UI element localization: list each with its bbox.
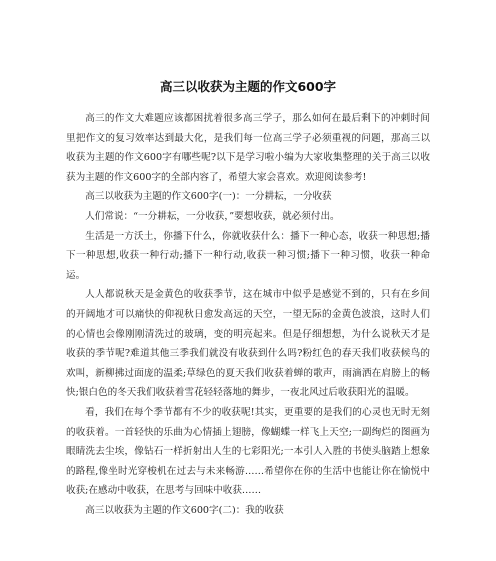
essay-one-paragraph-4: 看，我们在每个季节都有不少的收获呢!其实，更重要的是我们的心灵也无时无刻的收获着。一首轻快的乐曲为心情插上翅膀，像蝴蝶一样飞上天空;一副绚烂的图画为眼睛洗去尘埃，像钻石一样折射出人生的七彩阳光;一本引人入胜的书使头脑踏上想象的路程,像坐时光穿梭机在过去与未来畅游……希望你在你的生活中也能让你在愉悦中收获;在感动中收获，在思考与回味中收获…… bbox=[66, 406, 430, 497]
essay-two-heading: 高三以收获为主题的作文600字(二)：我的收获 bbox=[85, 504, 284, 516]
essay-one-paragraph-2: 生活是一方沃土，你播下什么，你就收获什么：播下一种心态，收获一种思想;播下一种思想,收获一种行动;播下一种行动,收获一种习惯;播下一种习惯，收获一种命运。 bbox=[66, 230, 430, 281]
essay-one-paragraph-3: 人人都说秋天是金黄色的收获季节，这在城市中似乎是感觉不到的，只有在乡间的开阔地才可以痛快的仰视秋日愈发高远的天空，一望无际的金黄色波浪，这时人们的心情也会像刚刚清洗过的玻璃，变的明亮起来。但是仔细想想，为什么说秋天才是收获的季节呢?难道其他三季我们就没有收获到什么吗?粉红色的春天我们收获候鸟的欢叫，新柳拂过面庞的温柔;草绿色的夏天我们收获着蝉的歌声，雨滴洒在肩膀上的畅快;银白色的冬天我们收获着雪花轻轻落地的舞步，一夜北风过后收获阳光的温暖。 bbox=[66, 289, 430, 399]
intro-paragraph: 高三的作文大难题应该都困扰着很多高三学子，那么如何在最后剩下的冲刺时间里把作文的复习效率达到最大化，是我们每一位高三学子必须重视的问题，那高三以收获为主题的作文600字有哪些呢?以下是学习啦小编为大家收集整理的关于高三以收获为主题的作文600字的全部内容了，希望大家会喜欢。欢迎阅读参考! bbox=[66, 113, 430, 183]
essay-one-heading: 高三以收获为主题的作文600字(一)：一分耕耘，一分收获 bbox=[85, 191, 332, 203]
document-title: 高三以收获为主题的作文600字 bbox=[159, 79, 337, 94]
essay-one-paragraph-1: 人们常说：“一分耕耘，一分收获，”要想收获，就必须付出。 bbox=[85, 210, 340, 222]
